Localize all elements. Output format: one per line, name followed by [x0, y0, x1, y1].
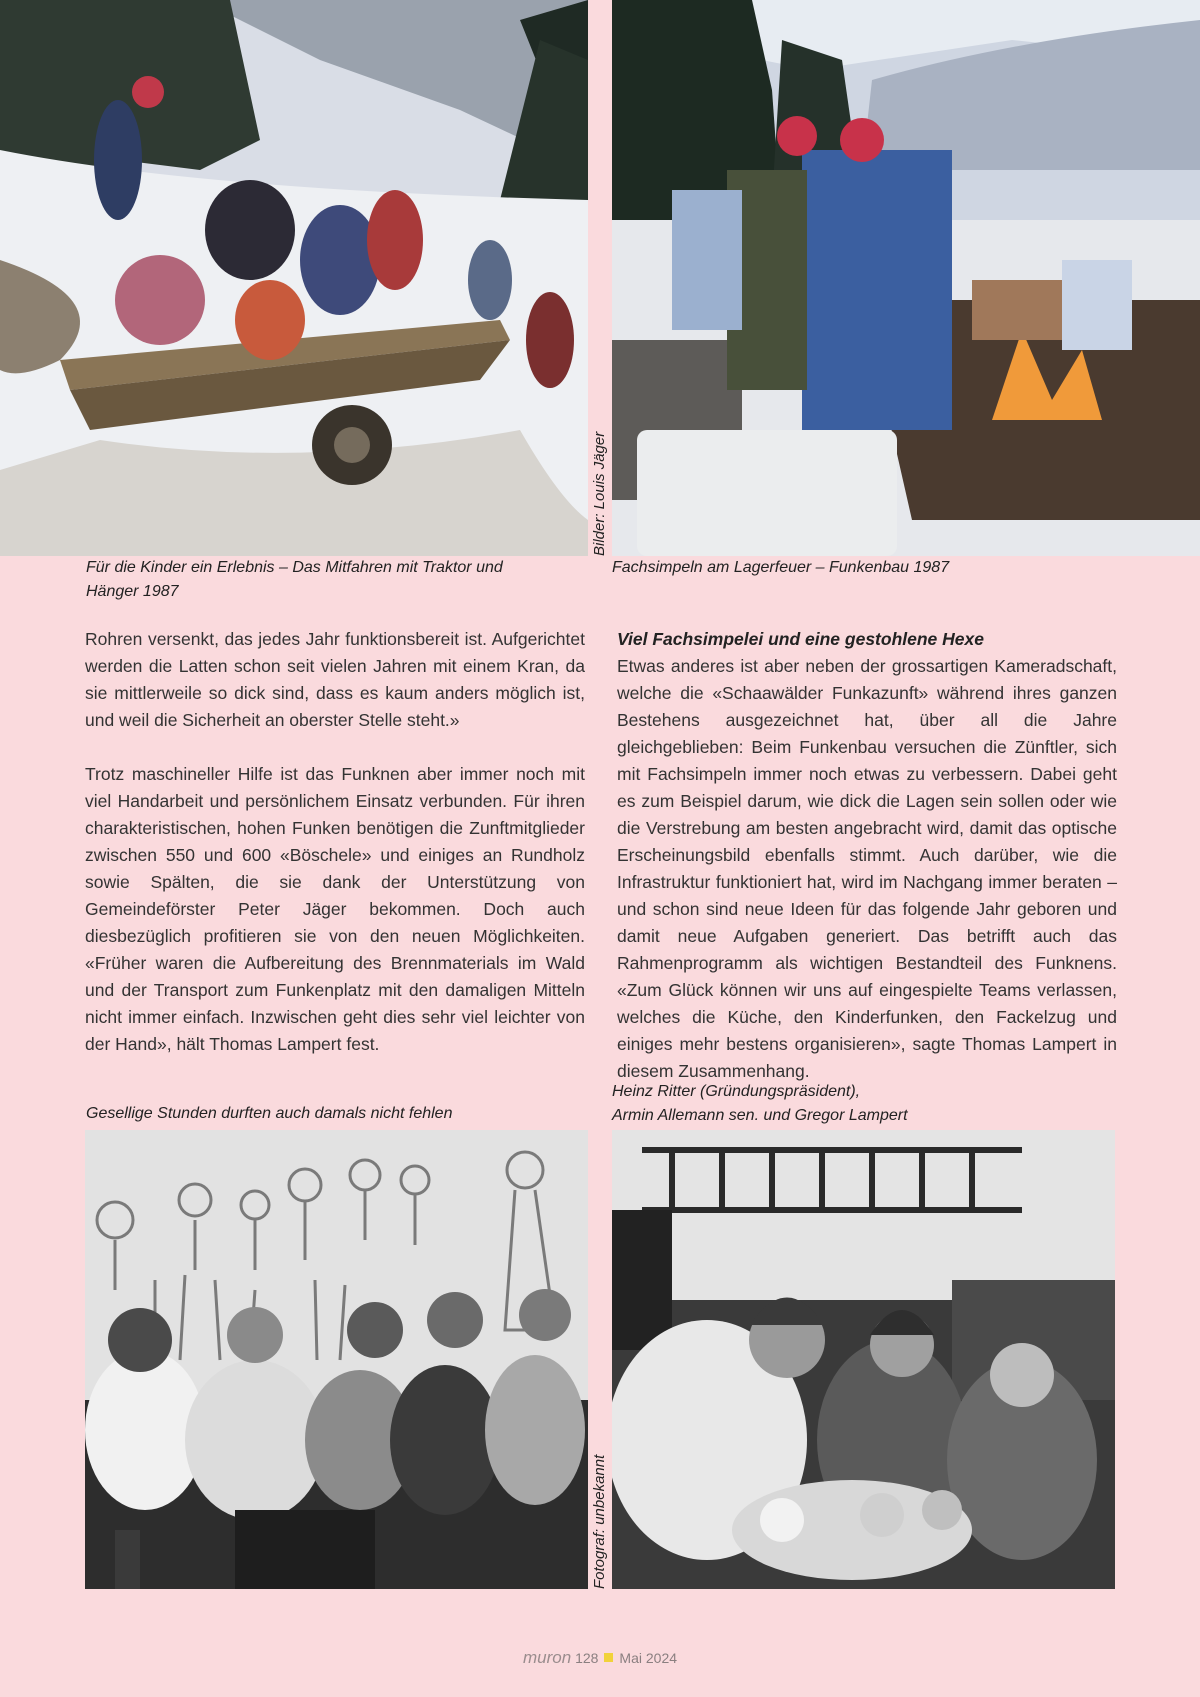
article-right-column [617, 626, 1117, 1085]
magazine-name: muron [522, 1648, 572, 1667]
caption-children-trailer: Für die Kinder ein Erlebnis – Das Mitfahren mit Traktor und Hänger 1987 [86, 559, 503, 600]
article-right-paragraph-1: Etwas anderes ist aber neben der grossartigen Kameradschaft, welche die «Schaawälder Funkazunft» während ihres ganzen Bestehens ausgezeichnet hat, über all die Jahre gleichgeblieben: Beim Funkenbau versuchen die Zünftler, sich mit Fachsimpeln immer noch etwas zu verbessern. Dabei geht es zum Beispiel darum, wie dick die Lagen sein sollen oder wie die Verstrebung am besten angebracht wird, damit das optische Erscheinungsbild ebenfalls stimmt. Auch darüber, wie die Infrastruktur funktioniert hat, wird im Nachgang immer beraten – und schon sind neue Ideen für das folgende Jahr geboren und damit neue Aufgaben generiert. Das betrifft auch das Rahmenprogramm als wichtigen Bestandteil des Funknens. «Zum Glück können wir uns auf eingespielte Teams verlassen, welches die Küche, den Kinderfunken, den Fackelzug und einiges mehr bestens organisieren», sagte Thomas Lampert in diesem Zusammenhang. [617, 656, 1117, 1081]
caption-founders-line-1: Heinz Ritter (Gründungspräsident), [612, 1083, 861, 1100]
photo-campfire [612, 0, 1200, 556]
article-left-paragraph-1: Rohren versenkt, das jedes Jahr funktionsbereit ist. Aufgerichtet werden die Latten schon seit vielen Jahren mit einem Kran, da sie mittlerweile so dick sind, dass es kaum anders möglich ist, und weil die Sicherheit an oberster Stelle steht.» [85, 629, 585, 730]
photo-credit-top: Bilder: Louis Jäger [591, 431, 608, 556]
caption-founders-line-2: Armin Allemann sen. und Gregor Lampert [612, 1107, 908, 1124]
photo-founders [612, 1130, 1115, 1589]
page-footer [0, 1648, 1200, 1668]
article-left-paragraph-2: Trotz maschineller Hilfe ist das Funknen aber immer noch mit viel Handarbeit und persönlichem Einsatz verbunden. Für ihren charakteristischen, hohen Funken benötigen die Zunftmitglieder zwischen 550 und 600 «Böschele» und einiges an Rundholz sowie Spälten, die sie dank der Unterstützung von Gemeindeförster Peter Jäger bekommen. Doch auch diesbezüglich profitieren sie von den neuen Möglichkeiten. «Früher waren die Aufbereitung des Brennmaterials im Wald und der Transport zum Funkenplatz mit den damaligen Mitteln nicht immer einfach. Inzwischen geht dies sehr viel leichter von der Hand», hält Thomas Lampert fest. [85, 764, 585, 1054]
caption-gathering: Gesellige Stunden durften auch damals nicht fehlen [86, 1105, 453, 1122]
photo-credit-bottom: Fotograf: unbekannt [591, 1454, 608, 1589]
issue-number: 128 [575, 1650, 599, 1666]
caption-campfire: Fachsimpeln am Lagerfeuer – Funkenbau 1987 [612, 559, 950, 576]
photo-gathering [85, 1130, 588, 1589]
footer-square-icon [604, 1653, 613, 1662]
photo-children-trailer [0, 0, 588, 556]
issue-date: Mai 2024 [619, 1650, 678, 1666]
section-heading: Viel Fachsimpelei und eine gestohlene Hexe [617, 629, 984, 649]
article-left-column [85, 626, 585, 1058]
